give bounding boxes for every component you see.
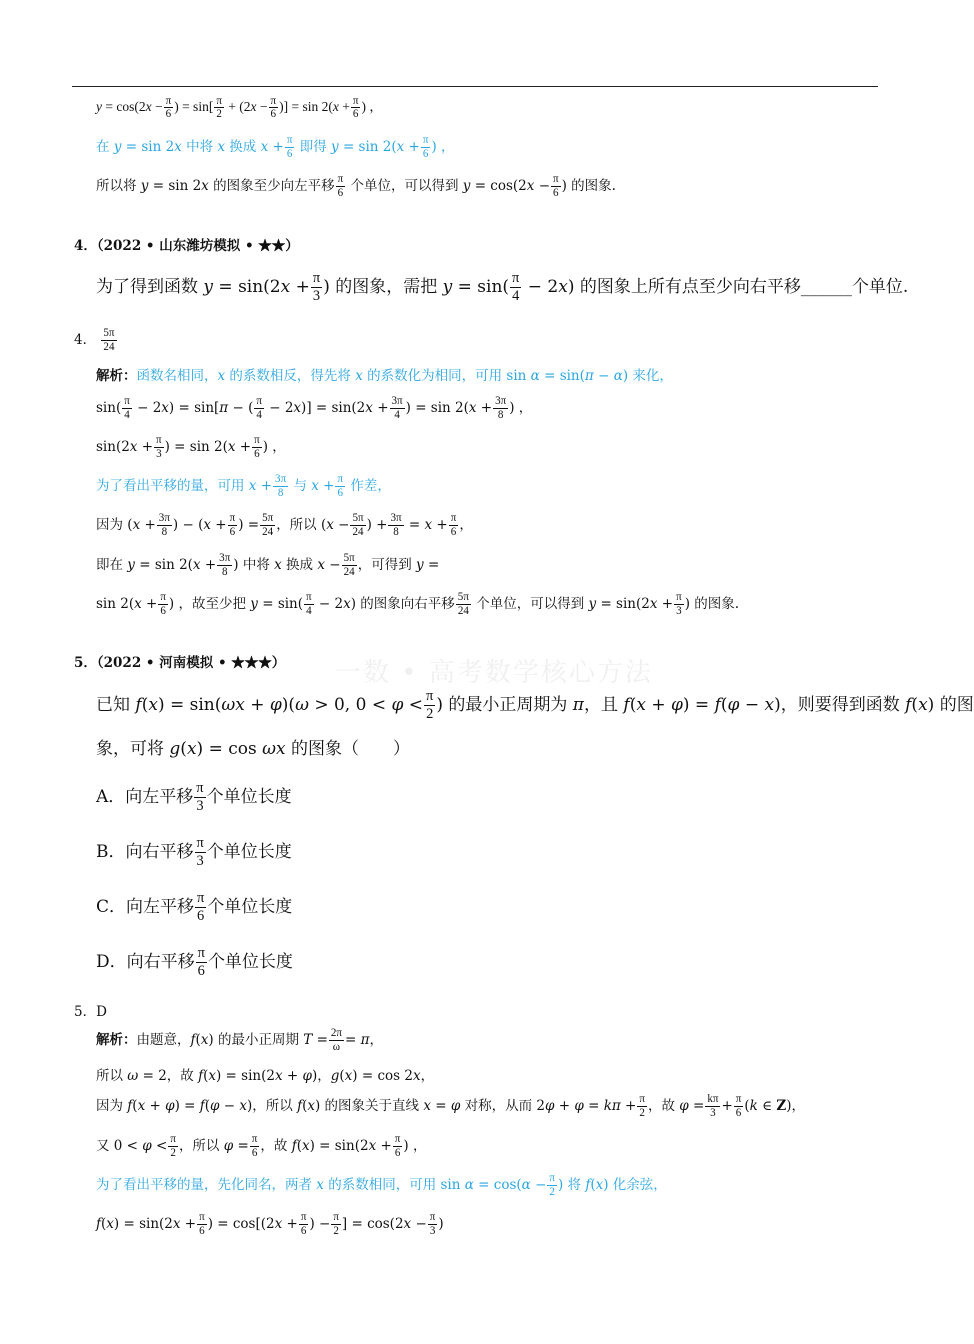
analysis-4-line: sin( $\frac{\pi}{4}$ − 2x) = sin[π − ( $\frac{\pi}{4}$ − 2x)] = sin(2x + $\frac{3\pi}{4}$ ) = sin 2(x + $\frac{3\pi}{8}$ ) ， bbox=[96, 395, 533, 421]
watermark: 一数 • 高考数学核心方法 bbox=[335, 658, 653, 688]
option-d[interactable]: D．向右平移 $\frac{\pi}{6}$ 个单位长度 bbox=[96, 945, 293, 979]
question-4-header: 4．（2022 • 山东潍坊模拟 • ★★） bbox=[74, 238, 299, 254]
analysis-5-hint: 为了看出平移的量，先化同名，两者 x 的系数相同，可用 sin α = cos(α − $\frac{\pi}{2}$ ) 将 f(x) 化余弦， bbox=[96, 1172, 667, 1198]
answer-4: 4． $\frac{5\pi}{24}$ bbox=[74, 327, 115, 353]
option-c[interactable]: C．向左平移 $\frac{\pi}{6}$ 个单位长度 bbox=[96, 890, 293, 924]
analysis-4-line: sin 2(x + $\frac{\pi}{6}$ ) ，故至少把 y = sin( $\frac{\pi}{4}$ − 2x) 的图象向右平移 $\frac{5\pi}{24}$ 个单位，可以得到 y = sin(2x + $\frac{\pi}{3}$ ) 的图象. bbox=[96, 591, 740, 617]
question-4-stem: 为了得到函数 y = sin(2x + $\frac{\pi}{3}$ ) 的图象，需把 y = sin( $\frac{\pi}{4}$ − 2x) 的图象上所有点至少向右平移______个单位. bbox=[96, 270, 909, 304]
conclusion-line: 所以将 y = sin 2x 的图象至少向左平移 $\frac{\pi}{6}$ 个单位，可以得到 y = cos(2x − $\frac{\pi}{6}$ ) 的图象. bbox=[96, 173, 616, 199]
analysis-4-hint: 解析：函数名相同，x 的系数相反，得先将 x 的系数化为相同，可用 sin α = sin(π − α) 来化， bbox=[96, 368, 673, 384]
analysis-4-line: 即在 y = sin 2(x + $\frac{3\pi}{8}$ ) 中将 x 换成 x − $\frac{5\pi}{24}$ ，可得到 y = bbox=[96, 552, 440, 578]
analysis-4-line: 因为 (x + $\frac{3\pi}{8}$ ) − (x + $\frac{\pi}{6}$ ) = $\frac{5\pi}{24}$ ，所以 (x − $\frac{5\pi}{24}$ ) + $\frac{3\pi}{8}$ = x + $\frac{\pi}{6}$ ， bbox=[96, 512, 473, 538]
hint-line: 在 y = sin 2x 中将 x 换成 x + $\frac{\pi}{6}$ 即得 y = sin 2(x + $\frac{\pi}{6}$ ) ， bbox=[96, 134, 455, 160]
analysis-5-line: 解析：由题意，f(x) 的最小正周期 T = $\frac{2\pi}{\omega}$ = π， bbox=[96, 1027, 383, 1053]
analysis-5-line: 又 0 < φ < $\frac{\pi}{2}$ ，所以 φ = $\frac{\pi}{6}$ ，故 f(x) = sin(2x + $\frac{\pi}{6}$ ) ， bbox=[96, 1133, 427, 1159]
solution-line: y = cos(2x − $\frac{\pi}{6}$ ) = sin[ $\frac{\pi}{2}$ + (2x − $\frac{\pi}{6}$ )] = sin 2(x + $\frac{\pi}{6}$ ) ， bbox=[96, 94, 383, 121]
analysis-5-line: 因为 f(x + φ) = f(φ − x)，所以 f(x) 的图象关于直线 x = φ 对称，从而 2φ + φ = kπ + $\frac{\pi}{2}$ ，故 φ = $\frac{k\pi}{3}$ + $\frac{\pi}{6}$ (k ∈ Z)， bbox=[96, 1093, 806, 1119]
analysis-5-line: f(x) = sin(2x + $\frac{\pi}{6}$ ) = cos[(2x + $\frac{\pi}{6}$ ) − $\frac{\pi}{2}$ ] = cos(2x − $\frac{\pi}{3}$ ) bbox=[96, 1211, 444, 1237]
question-5-header: 5．（2022 • 河南模拟 • ★★★） bbox=[74, 655, 286, 671]
analysis-4-line: sin(2x + $\frac{\pi}{3}$ ) = sin 2(x + $\frac{\pi}{6}$ ) ， bbox=[96, 434, 286, 460]
answer-5: 5．D bbox=[74, 1004, 107, 1020]
question-5-stem: 已知 f(x) = sin(ωx + φ)(ω > 0, 0 < φ < $\frac{\pi}{2}$ ) 的最小正周期为 π，且 f(x + φ) = f(φ − x)，则要得到函数 f(x) 的图 bbox=[96, 688, 974, 722]
option-b[interactable]: B．向右平移 $\frac{\pi}{3}$ 个单位长度 bbox=[96, 835, 292, 869]
analysis-4-hint2: 为了看出平移的量，可用 x + $\frac{3\pi}{8}$ 与 x + $\frac{\pi}{6}$ 作差， bbox=[96, 473, 391, 499]
option-a[interactable]: A．向左平移 $\frac{\pi}{3}$ 个单位长度 bbox=[96, 780, 292, 814]
question-5-stem: 象，可将 g(x) = cos ωx 的图象（ ） bbox=[96, 739, 410, 759]
analysis-5-line: 所以 ω = 2，故 f(x) = sin(2x + φ)，g(x) = cos 2x， bbox=[96, 1068, 435, 1084]
